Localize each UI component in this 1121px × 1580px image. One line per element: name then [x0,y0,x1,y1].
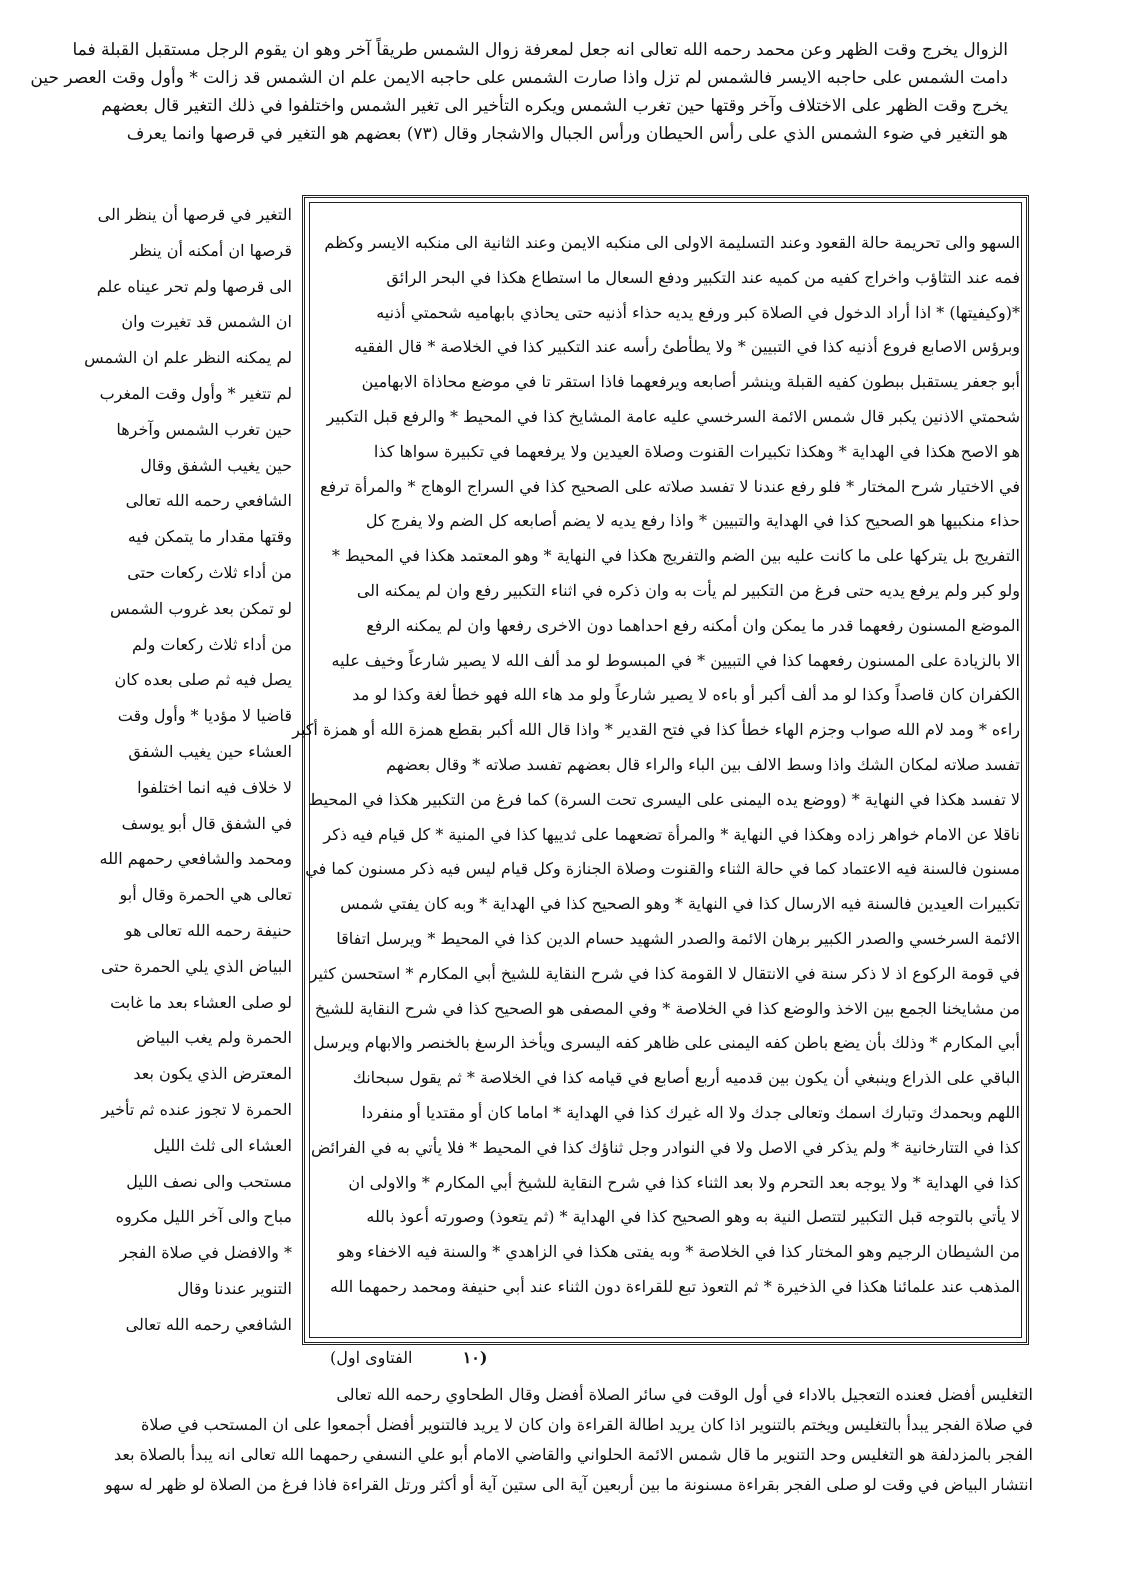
text-line: ومحمد والشافعي رحمهم الله [99,849,292,869]
text-line: مباح والى آخر الليل مكروه [115,1207,292,1227]
text-line: قرصها ان أمكنه أن ينظر [130,240,292,260]
text-line: ان الشمس قد تغيرت وان [121,312,292,332]
text-line: أبو جعفر يستقبل ببطون كفيه القبلة وينشر أصابعه ويرفعهما فاذا استقر تا في موضع محاذاة الابهامين [361,372,1020,392]
text-line: الفجر بالمزدلفة هو التغليس وحد التنوير ما قال شمس الائمة الحلواني والقاضي الامام أبو علي النسفي رحمهما الله تعالى انه يبدأ بالصلاة بعد [113,1445,1033,1464]
text-line: ولو كبر ولم يرفع يديه حتى فرغ من التكبير لم يأت به وان ذكره في اثناء التكبير رفع وان لم يمكنه الى [356,581,1020,600]
text-line: قاضيا لا مؤديا * وأول وقت [117,706,292,726]
text-line: لا تفسد هكذا في النهاية * (ووضع يده اليمنى على اليسرى تحت السرة) كما فرغ من التكبير هكذا في المحيط [308,789,1020,809]
text-line: حذاء منكبيها هو الصحيح كذا في الهداية والتبيين * واذا رفع يديه لا يضم أصابعه كل الضم ولا يفرج كل [365,511,1020,531]
text-line: وبرؤس الاصابع فروع أذنيه كذا في التبيين * ولا يطأطئ رأسه عند التكبير كذا في الخلاصة * قال الفقيه [354,337,1020,357]
text-line: تعالى هي الحمرة وقال أبو [119,885,292,905]
text-line: كذا في التتارخانية * ولم يذكر في الاصل ولا في النوادر وجل ثناؤك كذا في المحيط * فلا يأتي به في الفرائض [310,1137,1020,1157]
text-line: اللهم وبحمدك وتبارك اسمك وتعالى جدك ولا اله غيرك كذا في الهداية * اماما كان أو مقتديا أو منفردا [361,1103,1020,1122]
text-line: مسنون فالسنة فيه الاعتماد كما في حالة الثناء والقنوت وصلاة الجنازة وكل قيام ليس فيه ذكر مسنون كما في [305,859,1020,879]
text-line: حين يغيب الشفق وقال [140,455,292,475]
page-footer [330,1348,487,1367]
text-line: في قومة الركوع اذ لا ذكر سنة في الانتقال لا القومة كذا في شرح النقاية للشيخ أبي المكارم * استحسن كثير [309,963,1020,983]
text-line: فمه عند التثاؤب واخراج كفيه من كميه عند التكبير ودفع السعال ما استطاع هكذا في البحر الرائق [386,267,1020,287]
text-line: من أداء ثلاث ركعات ولم [132,634,292,654]
text-line: دامت الشمس على حاجبه الايسر فالشمس لم تزل واذا صارت الشمس على حاجبه الايمن علم ان الشمس قد زالت * وأول وقت العصر حين [30,68,1008,88]
text-line: في الاختيار شرح المختار * فلو رفع عندنا لا تفسد صلاته على الصحيح كذا في السراج الوهاج * والمرأة ترفع [319,476,1020,496]
book-title: الفتاوى اول) [330,1348,413,1367]
text-line: *(وكيفيتها) * اذا أراد الدخول في الصلاة كبر ورفع يديه حذاء أذنيه حتى يحاذي بابهاميه شحمتي أذنيه [376,302,1020,322]
text-line: الزوال يخرج وقت الظهر وعن محمد رحمه الله تعالى انه جعل لمعرفة زوال الشمس طريقاً آخر وهو ان يقوم الرجل مستقبل القبلة فما [72,40,1008,60]
text-line: المذهب عند علمائنا هكذا في الذخيرة * ثم التعوذ تبع للقراءة دون الثناء عند أبي حنيفة ومحمد رحمهما الله [330,1277,1020,1296]
text-line: يخرج وقت الظهر على الاختلاف وآخر وقتها حين تغرب الشمس ويكره التأخير الى تغير الشمس واختلفوا في ذلك التغير قال بعضهم [101,96,1008,116]
text-line: الى قرصها ولم تحر عيناه علم [96,276,292,296]
text-line: ناقلا عن الامام خواهر زاده وهكذا في النهاية * والمرأة تضعهما على ثدييها كذا في المنية * كل قيام فيه ذكر [323,824,1020,844]
text-line: التغليس أفضل فعنده التعجيل بالاداء في أول الوقت في سائر الصلاة أفضل وقال الطحاوي رحمه الله تعالى [336,1385,1033,1404]
text-line: * والافضل في صلاة الفجر [119,1243,292,1263]
text-line: مستحب والى نصف الليل [126,1171,292,1191]
text-line: حين تغرب الشمس وآخرها [116,419,292,439]
text-line: هو التغير في ضوء الشمس الذي على رأس الحيطان ورأس الجبال والاشجار وقال (٧٣) بعضهم هو التغير في قرصها وانما يعرف [126,124,1008,144]
text-line: لم يمكنه النظر علم ان الشمس [84,348,292,368]
page-number: (١٠ [462,1348,488,1367]
text-line: من أداء ثلاث ركعات حتى [127,563,292,582]
text-line: المعترض الذي يكون بعد [133,1064,292,1084]
text-line: التغير في قرصها أن ينظر الى [97,205,292,224]
text-line: تكبيرات العيدين فالسنة فيه الارسال كذا في النهاية * وهو الصحيح كذا في الهداية * وبه كان يفتي شمس [340,894,1020,914]
text-line: الشافعي رحمه الله تعالى [125,1314,292,1334]
text-line: تفسد صلاته لمكان الشك واذا وسط الالف بين الباء والراء قال بعضهم تفسد صلاته * وقال بعضهم [386,755,1020,774]
text-line: شحمتي الاذنين يكبر قال شمس الائمة السرخسي عليه عامة المشايخ كذا في المحيط * والرفع قبل التكبير [326,407,1020,426]
text-line: كذا في الهداية * ولا يوجه بعد التحرم ولا بعد الثناء كذا في شرح النقاية للشيخ أبي المكارم * والاولى ان [348,1172,1020,1192]
text-line: الموضع المسنون رفعهما قدر ما يمكن وان أمكنه رفع احداهما دون الاخرى رفعها وان لم يمكنه الرفع [366,615,1020,635]
text-line: لم تتغير * وأول وقت المغرب [99,384,292,403]
text-line: لو تمكن بعد غروب الشمس [110,598,292,618]
text-line: لو صلى العشاء بعد ما غابت [110,992,292,1012]
text-line: السهو والى تحريمة حالة القعود وعند التسليمة الاولى الى منكبه الايمن وعند الثانية الى منكبه الايسر وكظم [324,233,1020,252]
text-line: وقتها مقدار ما يتمكن فيه [127,527,292,547]
text-line: في الشفق قال أبو يوسف [121,813,292,833]
text-line: لا يأتي بالتوجه قبل التكبير لتتصل النية به وهو الصحيح كذا في الهداية * (ثم يتعوذ) وصورته أعوذ بالله [366,1207,1020,1227]
text-line: الحمرة لا تجوز عنده ثم تأخير [101,1100,292,1119]
text-line: البياض الذي يلي الحمرة حتى [100,956,292,976]
text-line: يصل فيه ثم صلى بعده كان [114,670,292,690]
text-line: انتشار البياض في وقت لو صلى الفجر بقراءة مسنونة ما بين أربعين آية الى ستين آية أو أكثر ورتل القراءة فاذا فرغ من الصلاة لو ظهر له سهو [105,1475,1033,1494]
text-line: راءه * ومد لام الله صواب وجزم الهاء خطأ كذا في فتح القدير * واذا قال الله أكبر بقطع همزة الله أو همزة أكبر [292,720,1020,740]
text-line: العشاء حين يغيب الشفق [128,742,292,761]
text-line: الكفران كان قاصداً وكذا لو مد ألف أكبر أو باءه لا يصير شارعاً ولو مد هاء الله فهو خطأ لغة وكذا لو مد [352,685,1020,705]
text-line: الباقي على الذراع وينبغي أن يكون بين قدميه أربع أصابع في قيامه كذا في الخلاصة * ثم يقول سبحانك [352,1068,1020,1088]
text-line: من مشايخنا الجمع بين الاخذ والوضع كذا في الخلاصة * وفي المصفى هو الصحيح كذا في شرح النقاية للشيخ [314,998,1020,1018]
text-line: العشاء الى ثلث الليل [153,1135,292,1155]
text-line: الا بالزيادة على المسنون رفعهما كذا في التبيين * في المبسوط لو مد ألف الله لا يصير شارعاً وخيف عليه [331,650,1020,670]
text-line: أبي المكارم * وذلك بأن يضع باطن كفه اليمنى على ظاهر كفه اليسرى ويأخذ الرسغ بالخنصر والابهام ويرسل [313,1033,1020,1053]
text-line: التفريج بل يتركها على ما كانت عليه بين الضم والتفريج هكذا في النهاية * وهو المعتمد هكذا في المحيط * [331,546,1020,566]
text-line: الائمة السرخسي والصدر الكبير برهان الائمة والصدر الشهيد حسام الدين كذا في المحيط * ويرسل اتفاقا [336,929,1020,948]
text-line: الشافعي رحمه الله تعالى [125,491,292,511]
text-line: لا خلاف فيه انما اختلفوا [137,777,292,797]
text-line: التنوير عندنا وقال [177,1279,292,1298]
text-line: حنيفة رحمه الله تعالى هو [124,921,292,940]
text-line: الحمرة ولم يغب البياض [136,1028,292,1048]
text-line: هو الاصح هكذا في الهداية * وهكذا تكبيرات القنوت وصلاة العيدين ولا يرفعهما في تكبيرة سواها كذا [373,441,1020,461]
text-line: من الشيطان الرجيم وهو المختار كذا في الخلاصة * وبه يفتى هكذا في الزاهدي * والسنة فيه الاخفاء وهو [337,1242,1020,1262]
text-line: في صلاة الفجر يبدأ بالتغليس ويختم بالتنوير اذا كان يريد اطالة القراءة وان كان لا يريد فالتنوير أفضل أجمعوا على ان المستحب في صلاة [140,1415,1033,1434]
